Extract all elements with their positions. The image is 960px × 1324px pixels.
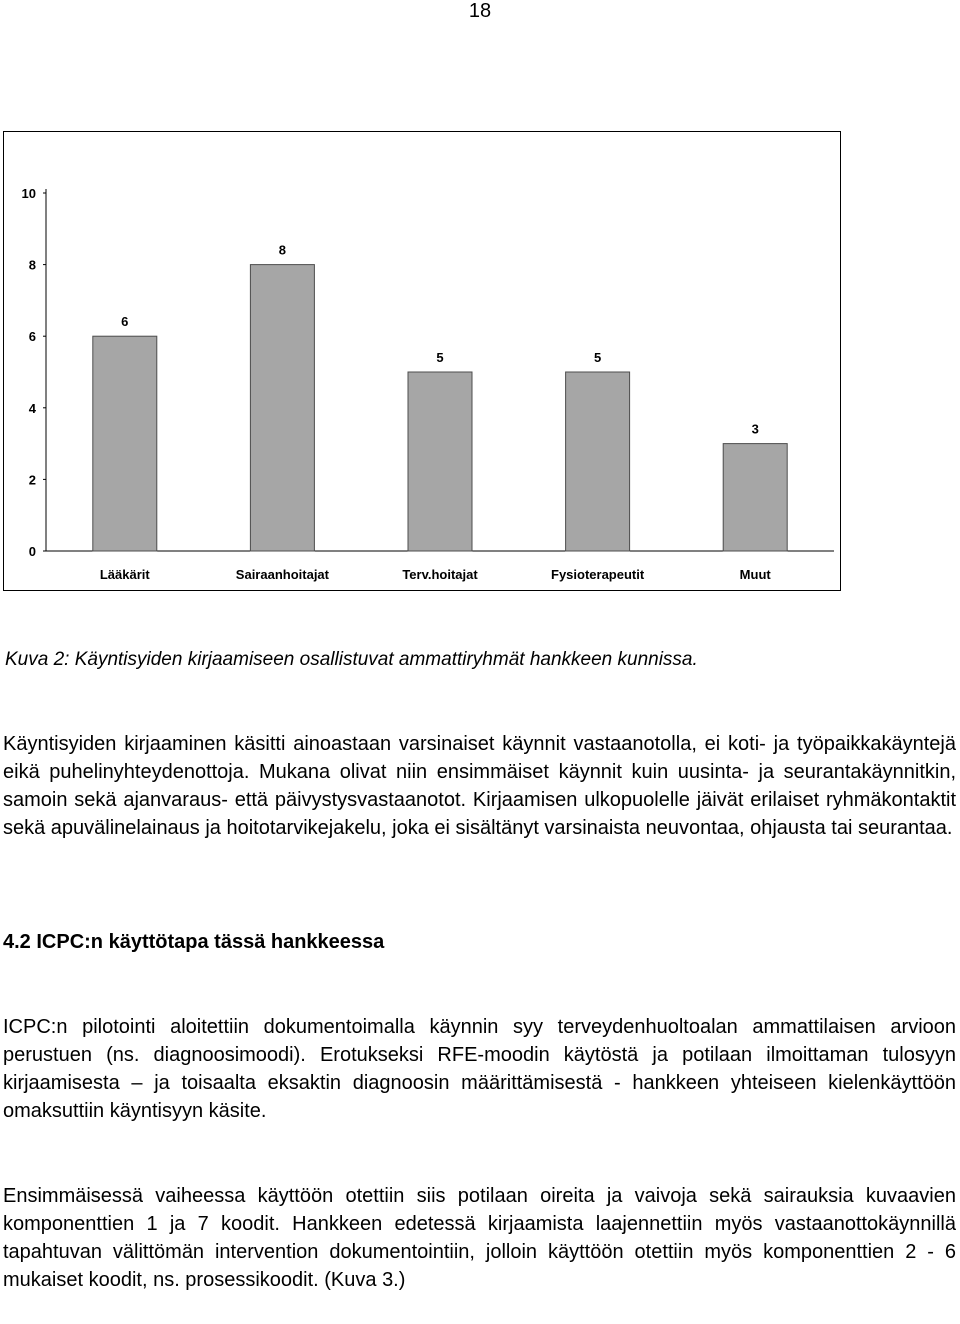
bar-chart <box>3 131 841 591</box>
data-label: 6 <box>121 314 129 330</box>
data-label: 8 <box>278 242 287 258</box>
paragraph-first-phase: Ensimmäisessä vaiheessa käyttöön otettiin siis potilaan oireita ja vaivoja sekä sairauksia kuvaavien komponenttien 1 ja 7 koodit. Hankkeen edetessä kirjaamista laajennettiin myös vastaanottokäynnillä tapahtuvan välittömän intervention dokumentointiin, jolloin käyttöön otettiin myös komponenttien 2 - 6 mukaiset koodit, ns. prosessikoodit. (Kuva 3.) <box>3 1185 956 1291</box>
y-tick-label: 4 <box>28 400 36 416</box>
paragraph-icpc-pilot: ICPC:n pilotointi aloitettiin dokumentoimalla käynnin syy terveydenhuoltoalan ammattilaisen arvioon perustuen (ns. diagnoosimoodi). Erotukseksi RFE-moodin käytöstä ja potilaan ilmoittaman tulosyyn kirjaamisesta – ja toisaalta eksaktin diagnoosin määrittämisestä - hankkeen yhteiseen kielenkäyttöön omaksuttiin käyntisyyn käsite. <box>3 1016 956 1122</box>
y-tick-label: 8 <box>28 257 36 273</box>
x-category-label: Terv.hoitajat <box>402 567 478 582</box>
bar <box>408 372 472 551</box>
data-label: 5 <box>436 350 444 365</box>
y-tick-label: 10 <box>21 186 36 201</box>
x-category-label: Muut <box>739 567 771 582</box>
bar <box>723 444 787 551</box>
figure-caption: Kuva 2: Käyntisyiden kirjaamiseen osallistuvat ammattiryhmät hankkeen kunnissa. <box>5 649 698 670</box>
bar <box>93 336 157 551</box>
x-category-label: Sairaanhoitajat <box>235 567 330 582</box>
bar <box>250 265 314 551</box>
data-label: 5 <box>593 350 602 365</box>
x-category-label: Fysioterapeutit <box>551 567 645 582</box>
paragraph-visit-reasons: Käyntisyiden kirjaaminen käsitti ainoastaan varsinaiset käynnit vastaanotolla, ei koti- ja työpaikkakäyntejä eikä puhelinyhteydenottoja. Mukana olivat niin ensimmäiset käynnit kuin uusinta- ja seurantakäynnitkin, samoin sekä ajanvaraus- että päivystysvastaanotot. Kirjaamisen ulkopuolelle jäivät erilaiset ryhmäkontaktit sekä apuvälinelainaus ja hoitotarvikejakelu, joka ei sisältänyt varsinaista neuvontaa, ohjausta tai seurantaa. <box>3 733 956 839</box>
section-heading: 4.2 ICPC:n käyttötapa tässä hankkeessa <box>3 931 385 953</box>
x-category-label: Lääkärit <box>99 567 150 582</box>
y-tick-label: 6 <box>28 329 36 345</box>
page-number: 18 <box>468 0 492 22</box>
chart-canvas <box>4 132 840 590</box>
y-tick-label: 2 <box>28 472 36 488</box>
bar <box>566 372 630 551</box>
y-tick-label: 0 <box>28 544 36 559</box>
data-label: 3 <box>751 421 759 437</box>
